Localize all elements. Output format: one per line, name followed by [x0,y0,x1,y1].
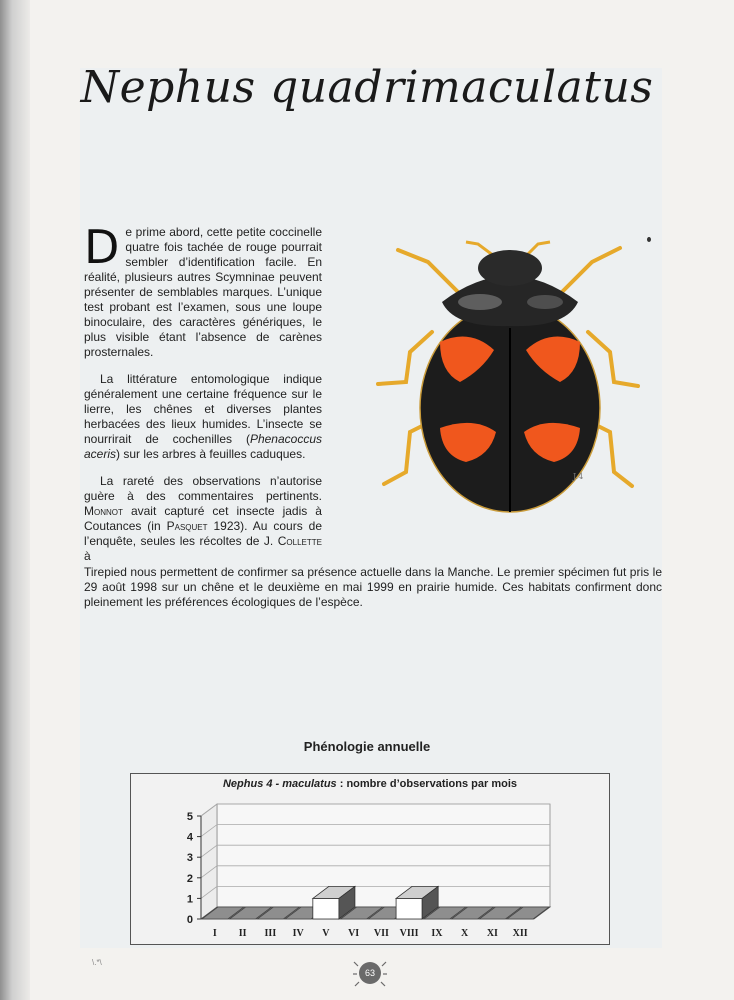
paragraph-records-continued: Tirepied nous permettent de confirmer sa présence actuelle dans la Manche. Le premier spécimen fut pris le 29 août 1998 sur un chêne et le deuxième en mai 1999 en prairie humide. Ces habitats confirment donc pleinement les préférences écologiques de l’espèce. [84,565,662,609]
section-title-phenology: Phénologie annuelle [303,739,431,754]
x-tick-label: VIII [399,928,419,939]
x-tick-label: XI [486,928,498,939]
x-tick-label: VI [348,928,360,939]
bar-front [396,898,422,919]
chart-plot [131,774,609,944]
page-number: 63 [359,962,381,984]
x-tick-label: IX [431,928,443,939]
x-tick-label: IV [292,928,304,939]
prey-species-name: Phenacoccus aceris [84,432,322,461]
phenology-chart [130,773,610,945]
x-tick-label: VII [373,928,389,939]
chart-title-species: Nephus 4 - maculatus [222,778,337,790]
chart-back-wall [217,804,550,907]
author-collette: Collette [277,534,322,548]
records-text-1: La rareté des observations n’autorise guère à des commentaires pertinents. [84,474,322,503]
records-text-2: avait capturé cet insecte jadis à Coutances (in [84,504,322,533]
drop-cap: D [84,220,120,274]
y-tick-label: 0 [186,914,193,926]
chart-side-wall [201,804,217,919]
y-tick-label: 1 [186,893,193,906]
x-tick-label: X [461,928,469,939]
book-gutter-shadow [0,0,30,1000]
paragraph-habitat-end: ) sur les arbres à feuilles caduques. [116,447,306,461]
chart-title-rest: : nombre d’observations par mois [336,778,518,790]
ink-dot [647,237,651,242]
artist-signature: J.4 [573,472,584,481]
author-pasquet: Pasquet [166,519,208,533]
y-tick-label: 3 [186,852,193,865]
records-text-3: 1923). Au cours de l’enquête, seules les récoltes de J. [84,519,323,548]
wrapped-text-column [84,220,323,576]
y-tick-label: 5 [186,811,193,823]
ladybird-illustration [370,232,650,522]
paragraph-habitat-text: La littérature entomologique indique généralement une certaine fréquence sur le lierre, les chênes et diverses plantes herbacées des lieux humides. L’insecte se nourrirait de cochenilles ( [84,372,322,446]
pencil-mark: \.*\ [92,958,102,967]
x-tick-label: I [212,928,217,939]
paragraph-intro [84,220,322,360]
author-monnot: Monnot [84,504,123,518]
paragraph-records [84,474,322,564]
x-tick-label: V [322,928,330,939]
records-text-4: à [84,549,91,563]
y-tick-label: 2 [186,872,193,885]
paragraph-habitat [84,372,322,462]
bar-front [313,898,339,919]
species-title: Nephus quadrimaculatus [80,62,654,113]
paragraph-intro-text: e prime abord, cette petite coccinelle quatre fois tachée de rouge pourrait sembler d’identification facile. En réalité, plusieurs autres Scymninae peuvent présenter de semblables marques. L’unique test probant est l’examen, sous une loupe binoculaire, des caractères génériques, le plus visible étant l’absence de carènes prosternales. [84,225,322,359]
x-tick-label: XII [512,928,528,939]
beetle-head [478,250,542,286]
x-tick-label: II [238,928,247,939]
x-tick-label: III [264,928,277,939]
y-tick-label: 4 [186,831,193,844]
